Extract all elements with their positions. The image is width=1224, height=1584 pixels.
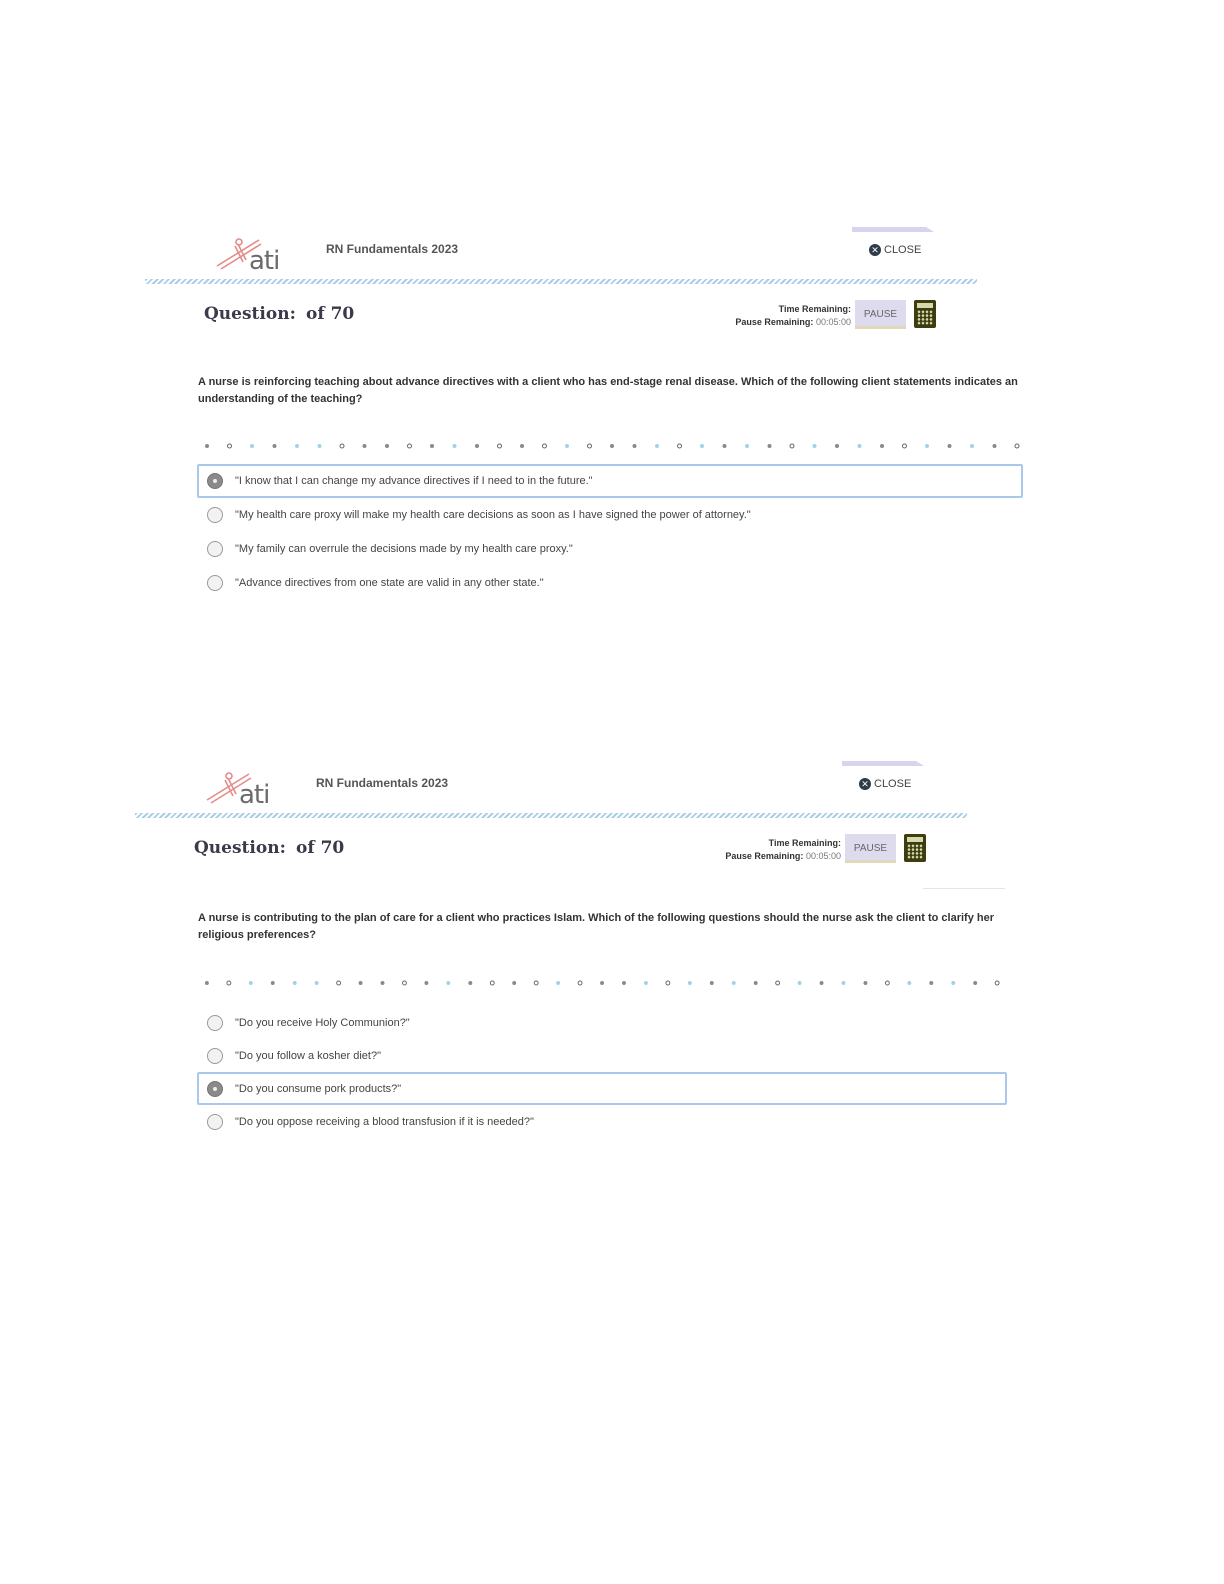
progress-dot[interactable] [490,981,494,985]
progress-dot[interactable] [929,981,933,985]
progress-dot[interactable] [970,444,974,448]
answer-option-label: "My health care proxy will make my health care decisions as soon as I have signed the power of attorney." [235,509,751,521]
radio-icon[interactable] [207,575,223,591]
progress-dot[interactable] [381,981,385,985]
progress-dot[interactable] [273,444,277,448]
close-button[interactable] [859,778,911,790]
pause-button[interactable]: PAUSE [845,834,896,863]
top-tab-decoration [852,224,934,232]
progress-dot[interactable] [858,444,862,448]
close-label: CLOSE [874,778,912,790]
progress-dot[interactable] [776,981,780,985]
progress-dot[interactable] [745,444,749,448]
progress-dot[interactable] [842,981,846,985]
progress-dot[interactable] [534,981,538,985]
progress-dot[interactable] [880,444,884,448]
progress-dot[interactable] [408,444,412,448]
answer-options [197,1006,1007,1138]
progress-dot[interactable] [205,981,209,985]
question-total: of 70 [306,304,355,324]
progress-dot[interactable] [907,981,911,985]
progress-dot[interactable] [468,981,472,985]
progress-dot[interactable] [249,981,253,985]
progress-dot[interactable] [798,981,802,985]
progress-dot[interactable] [995,981,999,985]
progress-dot[interactable] [565,444,569,448]
progress-dot[interactable] [498,444,502,448]
answer-option[interactable] [197,464,1023,498]
question-text: A nurse is reinforcing teaching about advance directives with a client who has end-stage renal disease. Which of the following client statements indicates an understanding of the teaching? [198,376,1018,405]
timer-block [715,837,841,863]
radio-icon[interactable] [207,1081,223,1097]
progress-dot[interactable] [768,444,772,448]
progress-dot[interactable] [293,981,297,985]
progress-dot[interactable] [700,444,704,448]
progress-dot[interactable] [543,444,547,448]
exam-screen-2 [135,752,1020,1137]
answer-option-label: "Do you consume pork products?" [235,1082,402,1095]
pause-button[interactable]: PAUSE [855,300,906,329]
progress-dot[interactable] [820,981,824,985]
question-label: Question: [194,838,286,858]
progress-dot[interactable] [644,981,648,985]
calculator-icon[interactable] [914,300,936,328]
progress-dot[interactable] [973,981,977,985]
close-label: CLOSE [884,244,922,256]
answer-option-label: "Advance directives from one state are valid in any other state." [235,577,544,589]
divider [923,888,1005,889]
ati-logo [205,766,279,810]
progress-dot[interactable] [754,981,758,985]
progress-dot[interactable] [723,444,727,448]
calculator-icon[interactable] [904,834,926,862]
exam-screen-1 [145,218,1025,608]
question-label: Question: [204,304,296,324]
progress-dot[interactable] [359,981,363,985]
radio-icon[interactable] [207,541,223,557]
progress-dot[interactable] [227,981,231,985]
progress-dot[interactable] [688,981,692,985]
progress-dot[interactable] [790,444,794,448]
progress-dot[interactable] [885,981,889,985]
progress-dot[interactable] [337,981,341,985]
pause-remaining-value: 00:05:00 [805,851,841,861]
radio-icon[interactable] [207,1114,223,1130]
progress-dot[interactable] [363,444,367,448]
question-total: of 70 [296,838,345,858]
answer-option[interactable] [197,1039,1007,1072]
progress-dot[interactable] [556,981,560,985]
progress-dot[interactable] [655,444,659,448]
progress-dot[interactable] [205,444,209,448]
progress-dot[interactable] [948,444,952,448]
progress-dot[interactable] [250,444,254,448]
question-text: A nurse is contributing to the plan of care for a client who practices Islam. Which of the following questions should the nurse ask the client to clarify her religious preferences? [198,912,994,941]
progress-dot[interactable] [315,981,319,985]
answer-option[interactable] [197,498,1023,532]
app-title: RN Fundamentals 2023 [326,242,459,256]
progress-dot[interactable] [710,981,714,985]
logo-wordmark: ati [239,780,270,810]
progress-dot[interactable] [835,444,839,448]
progress-dot[interactable] [993,444,997,448]
progress-dot[interactable] [588,444,592,448]
progress-dot[interactable] [578,981,582,985]
answer-option[interactable] [197,566,1023,600]
logo-wordmark: ati [249,246,280,276]
progress-dot[interactable] [863,981,867,985]
answer-option-label: "Do you follow a kosher diet?" [235,1049,381,1062]
progress-dot[interactable] [903,444,907,448]
progress-dot[interactable] [622,981,626,985]
progress-dot[interactable] [430,444,434,448]
radio-icon[interactable] [207,1015,223,1031]
progress-dot[interactable] [403,981,407,985]
progress-dot[interactable] [732,981,736,985]
progress-dot[interactable] [318,444,322,448]
answer-option-label: "My family can overrule the decisions made by my health care proxy." [235,543,573,555]
progress-dot[interactable] [271,981,275,985]
answer-option-label: "Do you oppose receiving a blood transfusion if it is needed?" [235,1115,534,1128]
answer-option[interactable] [197,1072,1007,1105]
progress-dot[interactable] [512,981,516,985]
answer-option[interactable] [197,532,1023,566]
progress-dot[interactable] [813,444,817,448]
progress-dot[interactable] [295,444,299,448]
progress-dot[interactable] [446,981,450,985]
progress-dot[interactable] [453,444,457,448]
answer-option-label: "Do you receive Holy Communion?" [235,1016,410,1029]
pause-remaining-value: 00:05:00 [815,317,851,327]
progress-dot[interactable] [475,444,479,448]
answer-options [197,464,1023,600]
top-tab-decoration [842,758,924,766]
timer-block [725,303,851,329]
close-button[interactable] [869,244,921,256]
progress-dot[interactable] [951,981,955,985]
close-icon: ✕ [869,244,881,256]
progress-dot[interactable] [520,444,524,448]
progress-dot[interactable] [600,981,604,985]
progress-dots [203,442,1023,450]
time-remaining-label: Time Remaining: [768,838,841,848]
progress-dot[interactable] [385,444,389,448]
pause-remaining-label: Pause Remaining: [735,317,814,327]
progress-dot[interactable] [1015,444,1019,448]
time-remaining-label: Time Remaining: [778,304,851,314]
answer-option[interactable] [197,1006,1007,1039]
close-icon: ✕ [859,778,871,790]
radio-icon[interactable] [207,473,223,489]
progress-dot[interactable] [633,444,637,448]
progress-dot[interactable] [424,981,428,985]
progress-dot[interactable] [228,444,232,448]
header-divider-stripe [135,813,967,818]
app-title: RN Fundamentals 2023 [316,776,449,790]
answer-option[interactable] [197,1105,1007,1138]
progress-dots [203,979,1003,987]
pause-remaining-label: Pause Remaining: [725,851,804,861]
header-divider-stripe [145,279,977,284]
answer-option-label: "I know that I can change my advance directives if I need to in the future." [235,475,593,487]
ati-logo [215,232,289,276]
progress-dot[interactable] [340,444,344,448]
progress-dot[interactable] [610,444,614,448]
radio-icon[interactable] [207,1048,223,1064]
progress-dot[interactable] [925,444,929,448]
progress-dot[interactable] [666,981,670,985]
progress-dot[interactable] [678,444,682,448]
radio-icon[interactable] [207,507,223,523]
